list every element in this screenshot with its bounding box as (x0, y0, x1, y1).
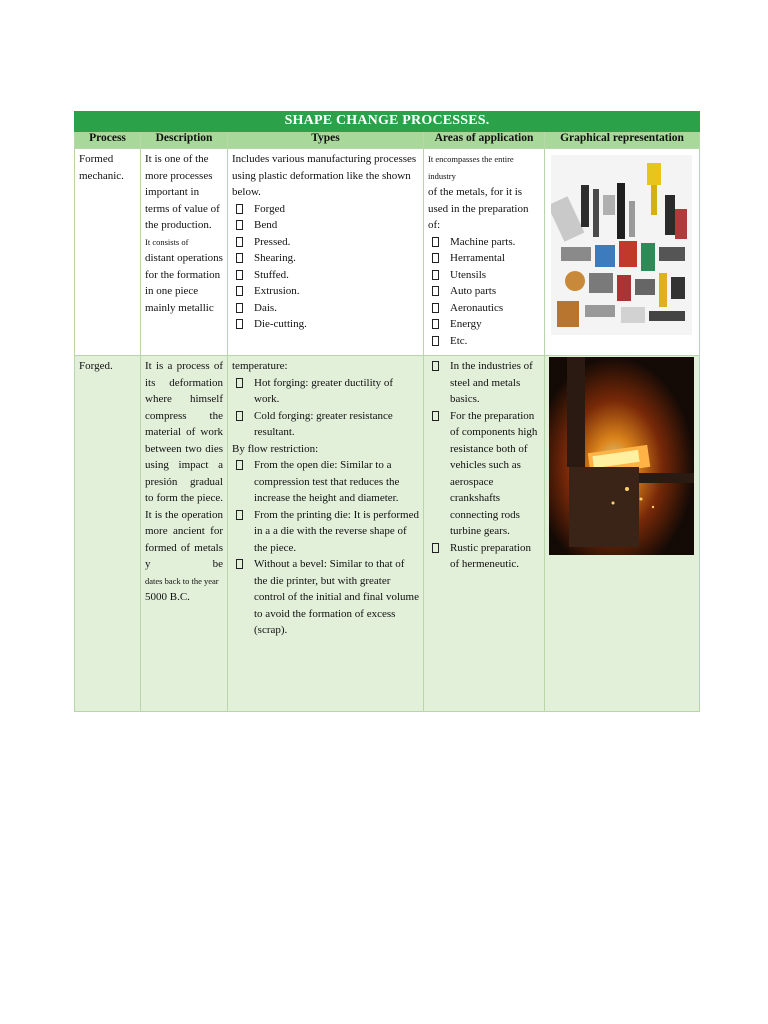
list-item: In the industries of steel and metals basics. (428, 358, 540, 408)
list-item: Energy (428, 316, 540, 333)
row2-description-tail: 5000 B.C. (145, 591, 190, 603)
row2-types-flow-list (232, 457, 419, 639)
list-item: Cold forging: greater resistance resultant. (232, 408, 419, 441)
header-description: Description (141, 132, 228, 149)
row1-description (141, 149, 228, 356)
row2-process: Forged. (75, 356, 141, 712)
header-graphical: Graphical representation (545, 132, 700, 149)
list-item: Bend (232, 217, 419, 234)
list-item: For the preparation of components high resistance both of vehicles such as aerospace crankshafts connecting rods turbine gears. (428, 408, 540, 540)
row1-graphic (545, 149, 700, 356)
row2-areas (424, 356, 545, 712)
table-row (75, 356, 700, 712)
row1-types (228, 149, 424, 356)
row2-description (141, 356, 228, 712)
list-item: Hot forging: greater ductility of work. (232, 375, 419, 408)
header-process: Process (75, 132, 141, 149)
table-title: SHAPE CHANGE PROCESSES. (75, 112, 700, 132)
row2-types-temp-label: temperature: (232, 360, 288, 372)
row1-description-small: It consists of (145, 236, 189, 247)
forging-photo-icon (549, 357, 693, 631)
row2-description-small: dates back to the year (145, 575, 219, 586)
row1-areas (424, 149, 545, 356)
row2-types (228, 356, 424, 712)
row1-process: Formed mechanic. (75, 149, 141, 356)
list-item: Stuffed. (232, 267, 419, 284)
list-item: From the printing die: It is performed in a a die with the reverse shape of the piece. (232, 507, 419, 557)
shape-change-table (74, 111, 700, 712)
row2-types-flow-label: By flow restriction: (232, 442, 319, 455)
list-item: Pressed. (232, 234, 419, 251)
row2-areas-list (428, 358, 540, 573)
list-item: Forged (232, 201, 419, 218)
list-item: Utensils (428, 267, 540, 284)
header-areas: Areas of application (424, 132, 545, 149)
row2-description-main: It is a process of its deformation where himself compress the material of work between two dies using impact a presión gradual to form the piece. It is the operation more ancient for formed of metals y be (145, 360, 223, 570)
list-item: Rustic preparation of hermeneutic. (428, 540, 540, 573)
list-item: Auto parts (428, 283, 540, 300)
list-item: Die-cutting. (232, 316, 419, 333)
list-item: Without a bevel: Similar to that of the die printer, but with greater control of the initial and final volume to avoid the formation of excess (scrap). (232, 556, 419, 639)
row1-areas-small: It encompasses the entire industry (428, 154, 514, 181)
row1-areas-list (428, 234, 540, 350)
table-row (75, 149, 700, 356)
row2-types-temp-list (232, 375, 419, 441)
list-item: Extrusion. (232, 283, 419, 300)
list-item: Machine parts. (428, 234, 540, 251)
row1-types-intro: Includes various manufacturing processes using plastic deformation like the shown below. (232, 153, 417, 198)
row1-description-intro: It is one of the more processes important in terms of value of the production. (145, 153, 220, 231)
list-item: Shearing. (232, 250, 419, 267)
row1-description-rest: distant operations for the formation in one piece mainly metallic (145, 252, 223, 314)
row2-graphic (545, 356, 700, 712)
list-item: Etc. (428, 333, 540, 350)
row1-areas-intro: of the metals, for it is used in the preparation of: (428, 186, 529, 231)
list-item: Dais. (232, 300, 419, 317)
metal-parts-photo-icon (551, 155, 693, 347)
row1-types-list (232, 201, 419, 333)
list-item: From the open die: Similar to a compression test that reduces the increase the height and diameter. (232, 457, 419, 507)
header-types: Types (228, 132, 424, 149)
list-item: Aeronautics (428, 300, 540, 317)
list-item: Herramental (428, 250, 540, 267)
